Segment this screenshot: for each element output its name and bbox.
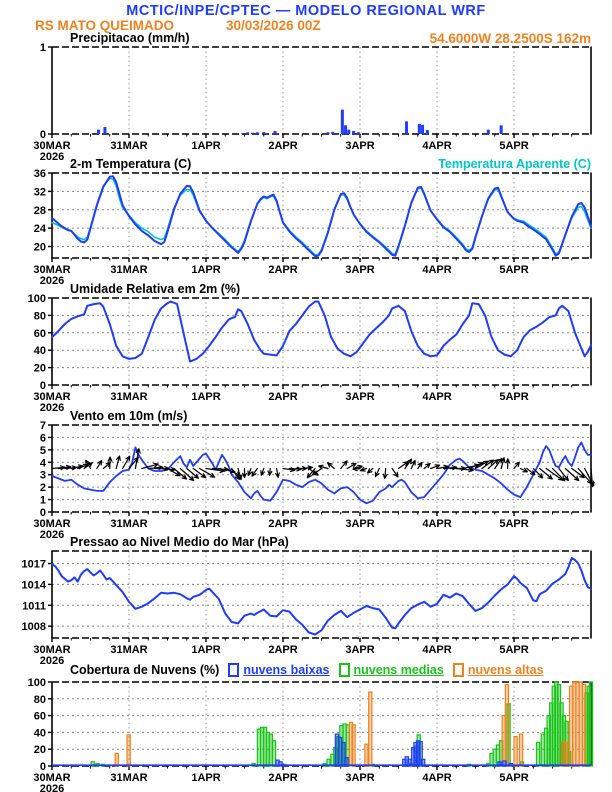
x-tick-label: 2APR (268, 391, 298, 403)
x-tick-label: 30MAR (33, 772, 71, 784)
precip-bar (421, 125, 424, 134)
x-tick-label: 4APR (422, 391, 452, 403)
legend-label-nuvens-altas: nuvens altas (467, 663, 544, 677)
x-year-label: 2026 (39, 529, 65, 541)
precip-bar (418, 124, 421, 134)
station-name: RS MATO QUEIMADO (35, 18, 175, 33)
x-tick-label: 4APR (422, 140, 452, 152)
x-tick-label: 5APR (499, 264, 529, 276)
x-year-label: 2026 (39, 275, 65, 287)
nuvens-medias-bar (272, 741, 275, 766)
precip-bar (256, 132, 259, 134)
nuvens-altas-bar (115, 753, 118, 766)
y-tick-label: 1014 (21, 579, 46, 592)
wind-arrow (248, 469, 252, 476)
nuvens-altas-bar (582, 685, 585, 766)
wind-arrow (368, 469, 373, 473)
y-tick-label: 0 (39, 129, 46, 141)
wind-arrow (514, 462, 519, 468)
precip-bar (246, 132, 249, 134)
precip-bar (344, 125, 347, 134)
y-tick-label: 100 (27, 677, 46, 689)
wind-arrow (506, 459, 510, 469)
x-tick-label: 5APR (499, 391, 529, 403)
nuvens-medias-bar (536, 742, 539, 766)
legend-item-nuvens-altas (453, 663, 544, 677)
x-tick-label: 3APR (345, 518, 375, 530)
precip-bar (262, 132, 265, 134)
x-tick-label: 4APR (422, 518, 452, 530)
x-tick-label: 1APR (191, 644, 221, 656)
nuvens-altas-bar (352, 725, 355, 766)
wind-arrow (252, 469, 257, 477)
y-tick-label: 60 (33, 710, 46, 723)
x-tick-label: 2APR (268, 772, 298, 784)
precip-bar (500, 125, 503, 134)
y-tick-label: 0 (39, 380, 46, 392)
x-tick-label: 2APR (268, 140, 298, 152)
y-tick-label: 6 (39, 432, 46, 445)
x-tick-label: 2APR (268, 644, 298, 656)
x-tick-label: 30MAR (33, 391, 71, 403)
precip-bar (487, 130, 490, 134)
y-tick-label: 1017 (21, 558, 46, 571)
wind-arrow (578, 469, 591, 484)
x-tick-label: 5APR (499, 140, 529, 152)
y-tick-label: 40 (33, 345, 46, 358)
nuvens-altas-bar (127, 735, 130, 766)
nuvens-medias-bar (589, 682, 592, 766)
x-tick-label: 30MAR (33, 140, 71, 152)
precip-bar (426, 130, 429, 134)
pressao-line (52, 558, 591, 635)
x-tick-label: 30MAR (33, 644, 71, 656)
precip-bar (405, 121, 408, 134)
y-tick-label: 7 (39, 420, 46, 432)
precip-bar (241, 133, 244, 134)
y-tick-label: 1011 (22, 600, 46, 613)
y-tick-label: 5 (39, 444, 46, 457)
y-tick-label: 20 (33, 241, 46, 254)
x-tick-label: 30MAR (33, 518, 71, 530)
panel-title-temperatura: 2-m Temperatura (C) (70, 157, 192, 171)
x-tick-label: 1APR (191, 140, 221, 152)
nuvens-altas-bar (514, 737, 517, 766)
wind-arrow (341, 461, 347, 469)
y-tick-label: 20 (33, 362, 46, 375)
x-year-label: 2026 (39, 151, 65, 163)
x-tick-label: 1APR (191, 772, 221, 784)
y-tick-label: 0 (39, 507, 46, 519)
wind-arrow (261, 469, 265, 476)
wind-arrow (376, 469, 380, 477)
x-tick-label: 4APR (422, 772, 452, 784)
precip-bar (326, 132, 329, 134)
wind-arrow (97, 461, 102, 469)
y-tick-label: 1 (39, 494, 46, 507)
legend-label-nuvens-baixas: nuvens baixas (243, 663, 330, 677)
precip-bar (347, 130, 350, 134)
y-tick-label: 4 (39, 457, 46, 470)
precip-bar (251, 133, 254, 134)
x-tick-label: 2APR (268, 264, 298, 276)
wind-arrow (193, 469, 206, 478)
wind-arrow (361, 467, 367, 471)
panel-title-umidade: Umidade Relativa em 2m (%) (70, 282, 241, 296)
x-year-label: 2026 (39, 655, 65, 667)
legend-item-nuvens-medias (339, 663, 444, 677)
y-tick-label: 60 (33, 327, 46, 340)
wind-arrow (243, 469, 247, 478)
x-tick-label: 3APR (345, 644, 375, 656)
wind-arrow (328, 463, 335, 469)
y-tick-label: 36 (33, 168, 46, 180)
y-tick-label: 80 (33, 310, 46, 323)
y-tick-label: 40 (33, 727, 46, 740)
wind-arrow (411, 460, 415, 468)
x-tick-label: 31MAR (110, 140, 148, 152)
y-tick-label: 80 (33, 693, 46, 706)
precip-bar (352, 131, 355, 134)
x-tick-label: 5APR (499, 644, 529, 656)
velocidade-vento-line (52, 442, 591, 503)
y-tick-label: 20 (33, 744, 46, 757)
x-tick-label: 31MAR (110, 518, 148, 530)
wind-arrow (319, 465, 328, 469)
wind-arrow (116, 456, 120, 469)
nuvens-altas-bar (369, 692, 372, 766)
x-year-label: 2026 (39, 783, 65, 792)
x-tick-label: 1APR (191, 391, 221, 403)
wind-arrow (383, 469, 387, 479)
x-tick-label: 31MAR (110, 391, 148, 403)
nuvens-altas-bar (505, 685, 508, 766)
apparent-temperature-label: Temperatura Aparente (C) (438, 157, 591, 171)
precip-bar (273, 131, 276, 134)
wind-arrow (424, 464, 430, 469)
x-tick-label: 4APR (422, 264, 452, 276)
x-tick-label: 3APR (345, 140, 375, 152)
x-tick-label: 4APR (422, 644, 452, 656)
nuvens-altas-bar (365, 744, 368, 766)
x-tick-label: 2APR (268, 518, 298, 530)
y-tick-label: 2 (39, 482, 46, 495)
precip-bar (331, 132, 334, 134)
y-tick-label: 1 (39, 42, 46, 54)
y-tick-label: 24 (33, 223, 46, 236)
y-tick-label: 28 (33, 204, 46, 217)
page-title: MCTIC/INPE/CPTEC — MODELO REGIONAL WRF (126, 3, 486, 19)
x-year-label: 2026 (39, 402, 65, 414)
y-tick-label: 100 (27, 293, 46, 305)
x-tick-label: 3APR (345, 391, 375, 403)
x-tick-label: 5APR (499, 772, 529, 784)
x-tick-label: 31MAR (110, 264, 148, 276)
wind-arrow (392, 469, 398, 477)
x-tick-label: 5APR (499, 518, 529, 530)
legend-item-nuvens-baixas (228, 663, 329, 677)
temperatura-2m-line (52, 176, 591, 256)
legend-label-nuvens-medias: nuvens medias (353, 663, 444, 677)
precip-bar (103, 127, 106, 134)
nuvens-altas-bar (564, 742, 567, 766)
umidade-relativa-line (52, 302, 591, 362)
y-tick-label: 32 (33, 186, 46, 199)
location-coordinates: 54.6000W 28.2500S 162m (429, 31, 591, 46)
panel-title-precipitacao: Precipitacao (mm/h) (70, 31, 190, 45)
precip-bar (97, 130, 100, 134)
y-tick-label: 0 (39, 761, 46, 773)
panel-title-vento: Vento em 10m (m/s) (70, 409, 188, 423)
panel-title-row-nuvens (70, 663, 544, 677)
blue-bar-swatch-icon (228, 663, 239, 677)
wind-arrow (418, 462, 422, 468)
nuvens-altas-bar (519, 734, 522, 766)
orange-bar-swatch-icon (453, 663, 464, 677)
precip-bar (357, 132, 360, 134)
panel-title-nuvens: Cobertura de Nuvens (%) (70, 663, 220, 677)
temperatura-aparente-line (52, 179, 591, 255)
panel-title-pressao: Pressao ao Nivel Medio do Mar (hPa) (70, 535, 289, 549)
run-datetime: 30/03/2026 00Z (226, 18, 321, 33)
x-tick-label: 3APR (345, 264, 375, 276)
green-bar-swatch-icon (339, 663, 350, 677)
y-tick-label: 1008 (21, 621, 46, 634)
x-tick-label: 3APR (345, 772, 375, 784)
x-tick-label: 31MAR (110, 772, 148, 784)
x-tick-label: 1APR (191, 264, 221, 276)
y-tick-label: 3 (39, 469, 46, 482)
x-tick-label: 31MAR (110, 644, 148, 656)
wind-arrow (276, 469, 280, 478)
x-tick-label: 1APR (191, 518, 221, 530)
precip-bar (341, 110, 344, 134)
x-tick-label: 30MAR (33, 264, 71, 276)
